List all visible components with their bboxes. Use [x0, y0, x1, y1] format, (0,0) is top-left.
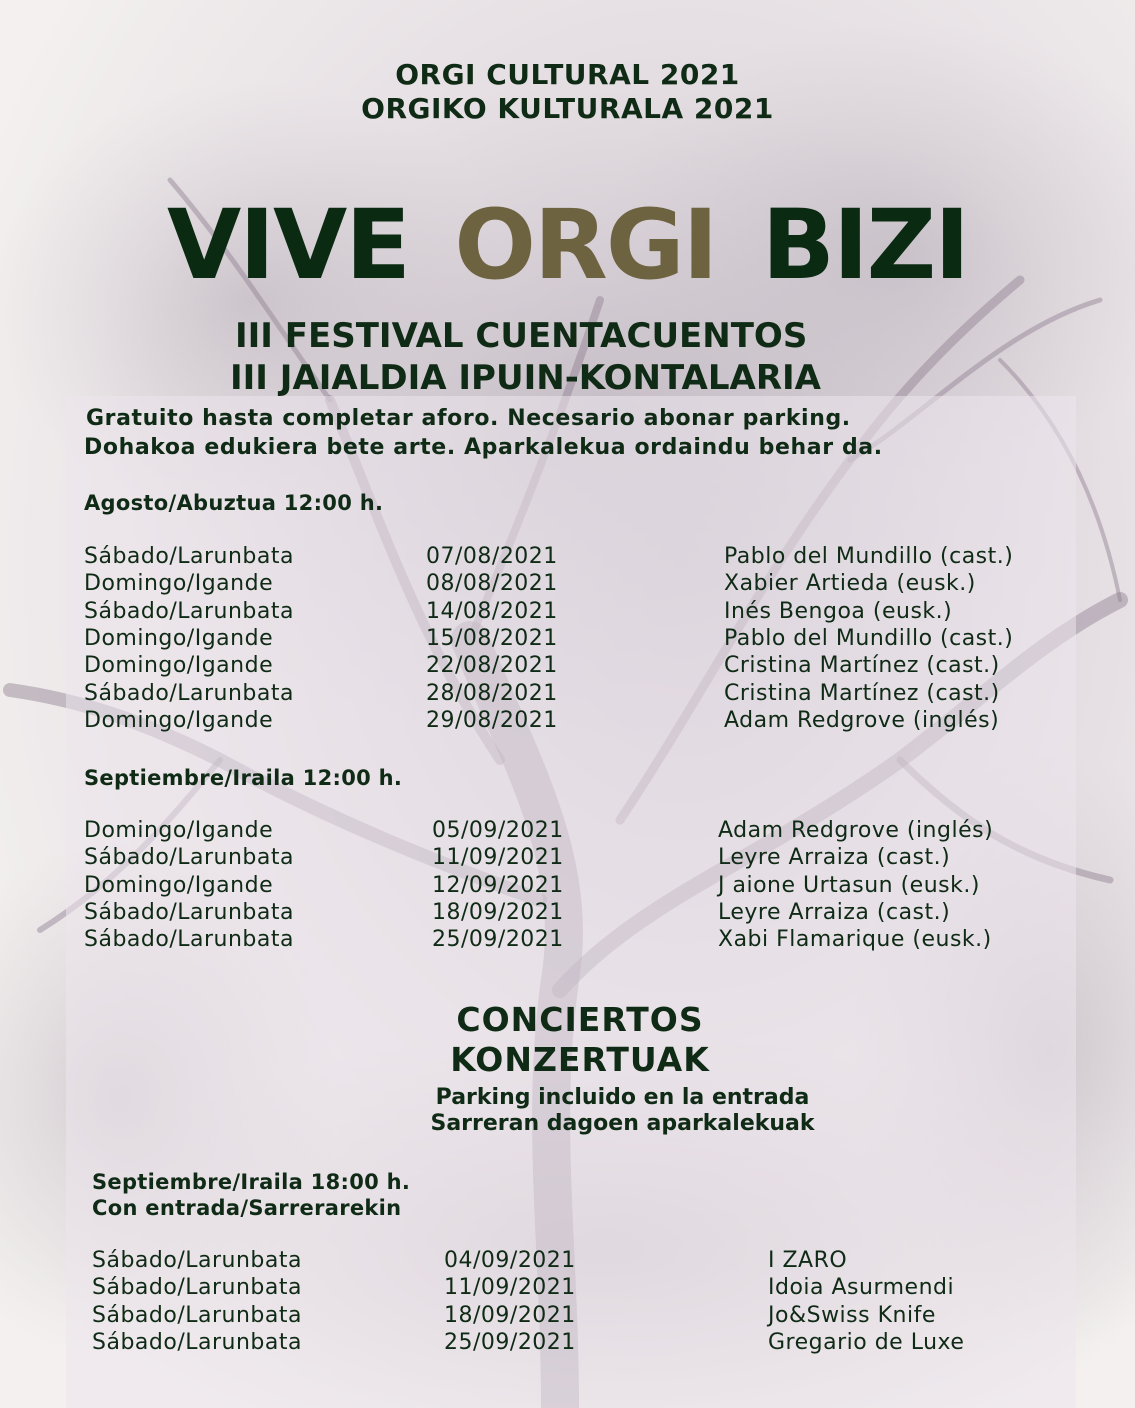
- concerts-heading-time: Septiembre/Iraila 18:00 h.: [92, 1170, 411, 1194]
- schedule-date: 11/09/2021: [432, 845, 564, 871]
- schedule-day: Sábado/Larunbata: [92, 1329, 302, 1355]
- august-heading: Agosto/Abuztua 12:00 h.: [84, 491, 384, 515]
- schedule-day: Sábado/Larunbata: [84, 899, 294, 925]
- schedule-performer: I ZARO: [768, 1248, 848, 1273]
- schedule-performer: Inés Bengoa (eusk.): [724, 598, 953, 624]
- concerts-note-eu: Sarreran dagoen aparkalekuak: [430, 1111, 815, 1136]
- schedule-date: 04/09/2021: [444, 1248, 576, 1273]
- schedule-date: 28/08/2021: [426, 680, 558, 706]
- schedule-day: Sábado/Larunbata: [84, 680, 294, 706]
- main-title: [0, 190, 1135, 300]
- schedule-day: Domingo/Igande: [84, 571, 274, 597]
- schedule-date: 25/09/2021: [444, 1329, 576, 1355]
- schedule-day: Domingo/Igande: [84, 653, 274, 679]
- schedule-date: 18/09/2021: [444, 1302, 576, 1328]
- schedule-day: Sábado/Larunbata: [92, 1302, 302, 1328]
- festival-note-es: Gratuito hasta completar aforo. Necesario abonar parking.: [86, 406, 851, 431]
- september-heading: Septiembre/Iraila 12:00 h.: [84, 766, 403, 790]
- festival-title-es: III FESTIVAL CUENTACUENTOS: [235, 316, 808, 356]
- schedule-performer: Pablo del Mundillo (cast.): [724, 544, 1014, 569]
- concerts-heading-entry: Con entrada/Sarrerarekin: [92, 1196, 402, 1220]
- title-orgi: ORGI: [454, 189, 717, 301]
- header-line-2: ORGIKO KULTURALA 2021: [361, 92, 774, 125]
- schedule-performer: Leyre Arraiza (cast.): [718, 899, 951, 925]
- schedule-date: 05/09/2021: [432, 818, 564, 843]
- schedule-performer: J aione Urtasun (eusk.): [718, 872, 980, 898]
- schedule-date: 15/08/2021: [426, 625, 558, 651]
- schedule-performer: Cristina Martínez (cast.): [724, 653, 1000, 679]
- schedule-performer: Cristina Martínez (cast.): [724, 680, 1000, 706]
- schedule-date: 08/08/2021: [426, 571, 558, 597]
- schedule-performer: Adam Redgrove (inglés): [724, 707, 1000, 733]
- schedule-day: Sábado/Larunbata: [92, 1275, 302, 1301]
- concerts-title-es: CONCIERTOS: [456, 1000, 704, 1039]
- title-vive: VIVE: [167, 189, 409, 301]
- schedule-date: 25/09/2021: [432, 927, 564, 953]
- festival-note-eu: Dohakoa edukiera bete arte. Aparkalekua ordaindu behar da.: [84, 435, 883, 460]
- schedule-date: 11/09/2021: [444, 1275, 576, 1301]
- header-line-1: ORGI CULTURAL 2021: [395, 58, 740, 91]
- schedule-date: 14/08/2021: [426, 598, 558, 624]
- concerts-title-eu: KONZERTUAK: [450, 1040, 710, 1079]
- schedule-performer: Leyre Arraiza (cast.): [718, 845, 951, 871]
- schedule-day: Sábado/Larunbata: [84, 544, 294, 569]
- festival-title-eu: III JAIALDIA IPUIN-KONTALARIA: [230, 358, 821, 398]
- schedule-day: Sábado/Larunbata: [92, 1248, 302, 1273]
- schedule-day: Sábado/Larunbata: [84, 927, 294, 953]
- schedule-date: 22/08/2021: [426, 653, 558, 679]
- schedule-performer: Xabi Flamarique (eusk.): [718, 927, 992, 953]
- title-bizi: BIZI: [761, 189, 968, 301]
- schedule-performer: Xabier Artieda (eusk.): [724, 571, 976, 597]
- schedule-performer: Pablo del Mundillo (cast.): [724, 625, 1014, 651]
- schedule-day: Domingo/Igande: [84, 625, 274, 651]
- schedule-day: Sábado/Larunbata: [84, 845, 294, 871]
- schedule-date: 07/08/2021: [426, 544, 558, 569]
- schedule-performer: Idoia Asurmendi: [768, 1275, 955, 1301]
- schedule-date: 18/09/2021: [432, 899, 564, 925]
- schedule-performer: Adam Redgrove (inglés): [718, 818, 994, 843]
- schedule-day: Domingo/Igande: [84, 872, 274, 898]
- concerts-note-es: Parking incluido en la entrada: [435, 1085, 810, 1110]
- schedule-day: Sábado/Larunbata: [84, 598, 294, 624]
- schedule-day: Domingo/Igande: [84, 707, 274, 733]
- schedule-day: Domingo/Igande: [84, 818, 274, 843]
- schedule-performer: Gregario de Luxe: [768, 1329, 965, 1355]
- schedule-date: 12/09/2021: [432, 872, 564, 898]
- schedule-date: 29/08/2021: [426, 707, 558, 733]
- schedule-performer: Jo&Swiss Knife: [768, 1302, 936, 1328]
